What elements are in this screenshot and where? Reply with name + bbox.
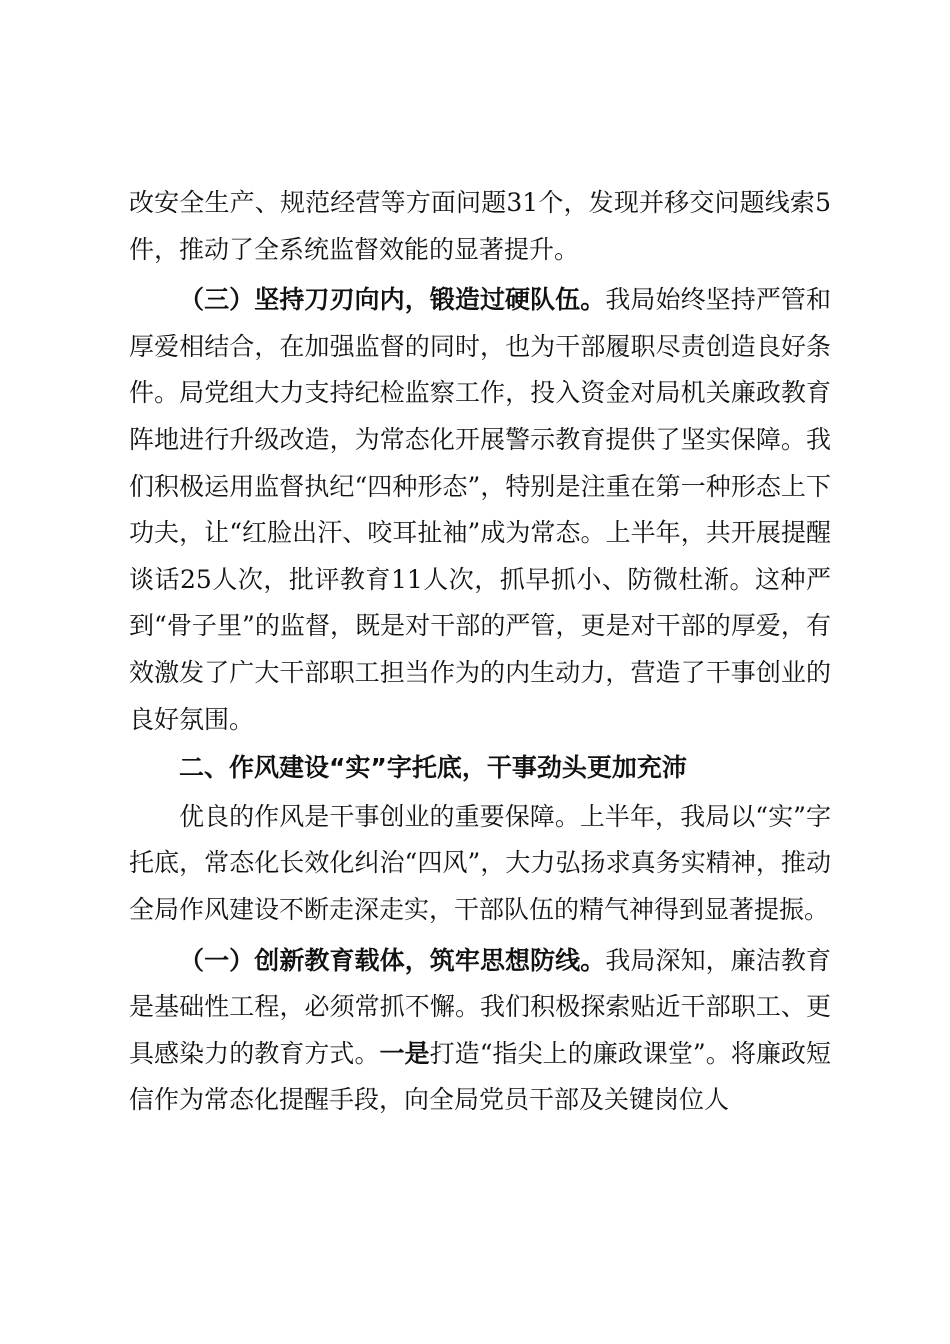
- document-body: [129, 180, 831, 1124]
- paragraph-text: 我局始终坚持严管和厚爱相结合，在加强监督的同时，也为干部履职尽责创造良好条件。局党组大力支持纪检监察工作，投入资金对局机关廉政教育阵地进行升级改造，为常态化开展警示教育提供了坚实保障。我们积极运用监督执纪“四种形态”，特别是注重在第一种形态上下功夫，让“红脸出汗、咬耳扯袖”成为常态。上半年，共开展提醒谈话25人次，批评教育11人次，抓早抓小、防微杜渐。这种严到“骨子里”的监督，既是对干部的严管，更是对干部的厚爱，有效激发了广大干部职工担当作为的内生动力，营造了干事创业的良好氛围。: [129, 285, 831, 734]
- paragraph-lead-heading: （三）坚持刀刃向内，锻造过硬队伍。: [179, 285, 606, 315]
- paragraph-text: 优良的作风是干事创业的重要保障。上半年，我局以“实”字托底，常态化长效化纠治“四风”，大力弘扬求真务实精神，推动全局作风建设不断走深走实，干部队伍的精气神得到显著提振。: [129, 801, 831, 924]
- section-heading: 二、作风建设“实”字托底，干事劲头更加充沛: [179, 753, 687, 783]
- paragraph-work-style: [129, 794, 831, 934]
- paragraph-lead-heading: （一）创新教育载体，筑牢思想防线。: [179, 945, 606, 975]
- paragraph-text: 打造“指尖上的廉政课堂”。将廉政短信作为常态化提醒手段，向全局党员干部及关键岗位人: [129, 1038, 831, 1115]
- paragraph-strict-management: [129, 277, 831, 743]
- paragraph-education: [129, 938, 831, 1124]
- paragraph-text: 我局深知，廉洁教育是基础性工程，必须常抓不懈。我们积极探索贴近干部职工、更具感染力的教育方式。: [129, 945, 831, 1068]
- paragraph-continuation: [129, 180, 831, 273]
- paragraph-text: 改安全生产、规范经营等方面问题31个，发现并移交问题线索5件，推动了全系统监督效能的显著提升。: [129, 188, 831, 264]
- paragraph-inline-lead: 一是: [379, 1038, 430, 1068]
